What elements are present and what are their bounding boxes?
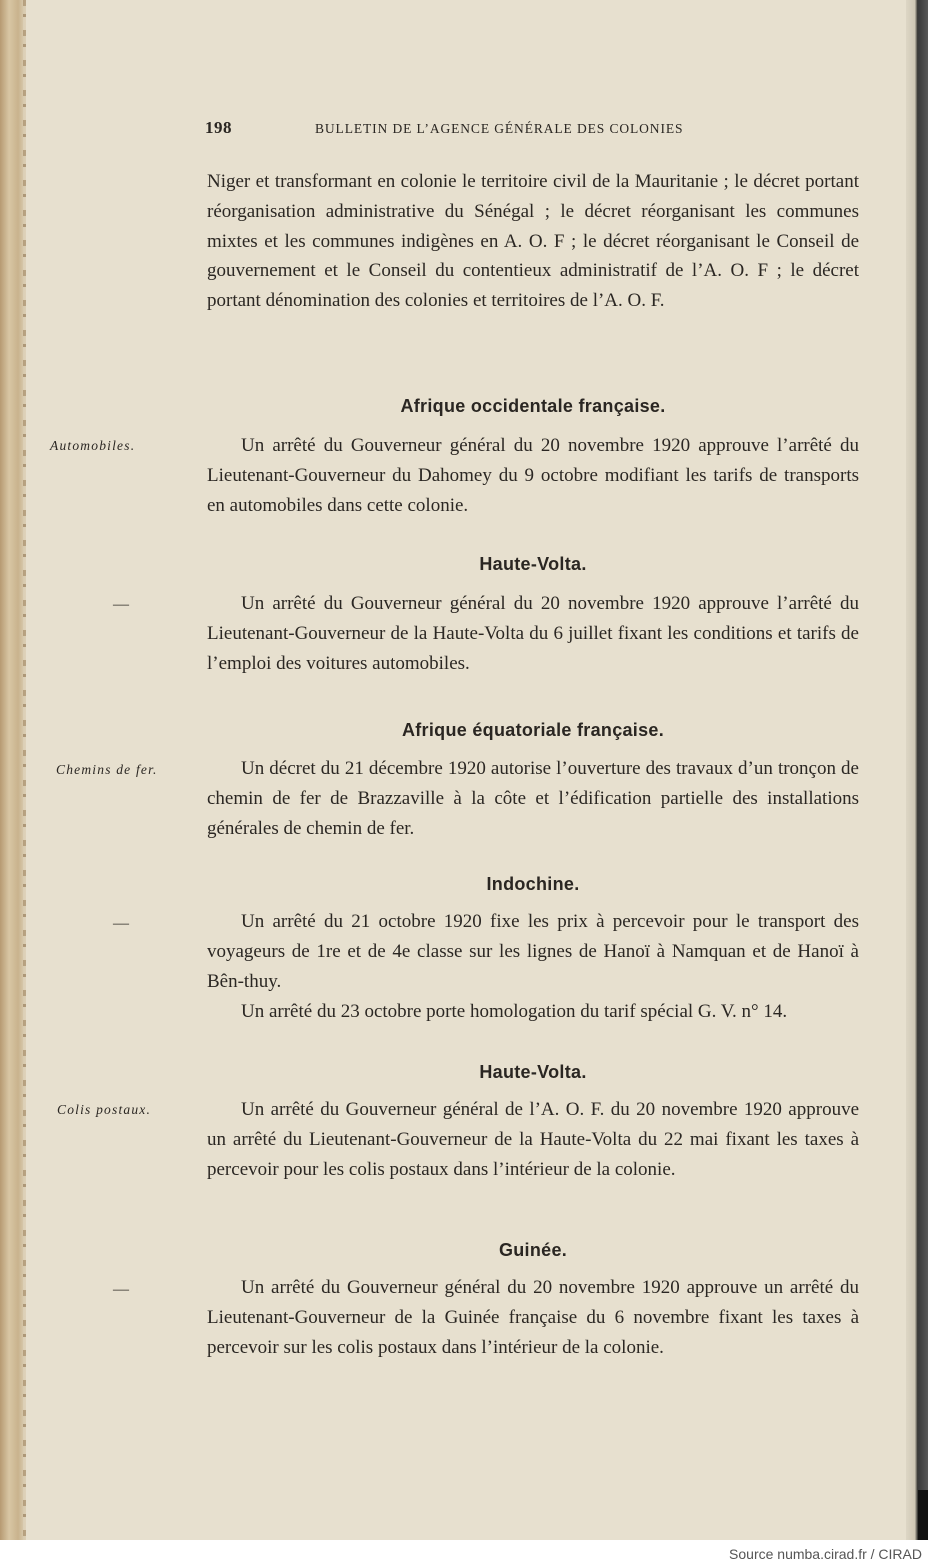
margin-note: Automobiles.: [50, 438, 136, 453]
paragraph: Un arrêté du Gouverneur général du 20 novembre 1920 approuve un arrêté du Lieutenant-Gouverneur de la Guinée française du 6 novembre fixant les taxes à percevoir sur les colis postaux dans l’intérieur de la colonie.: [207, 1277, 859, 1358]
paragraph: Un arrêté du Gouverneur général du 20 novembre 1920 approuve l’arrêté du Lieutenant-Gouverneur du Dahomey du 9 octobre modifiant les tarifs de transports en automobiles dans cette colonie.: [207, 435, 859, 516]
section-heading: Afrique équatoriale française.: [401, 720, 665, 740]
section-paragraphs: [207, 431, 859, 520]
section-heading: Guinée.: [498, 1240, 568, 1260]
book-binding-edge: [0, 0, 26, 1540]
source-credit: Source numba.cirad.fr / CIRAD: [729, 1546, 922, 1562]
section-heading: Afrique occidentale française.: [400, 396, 666, 416]
section-paragraphs: [207, 907, 859, 1027]
paragraph: Un arrêté du Gouverneur général de l’A. O. F. du 20 novembre 1920 approuve un arrêté du Lieutenant-Gouverneur de la Haute-Volta du 22 mai fixant les taxes à percevoir pour les colis postaux dans l’intérieur de la colonie.: [207, 1099, 859, 1180]
margin-dash: —: [113, 915, 129, 932]
section-heading: Indochine.: [486, 874, 580, 894]
intro-paragraph: Niger et transformant en colonie le territoire civil de la Mauritanie ; le décret portant réorganisation administrative du Sénégal ; le décret réorganisant les communes mixtes et les communes indigènes en A. O. F ; le décret réorganisant le Conseil de gouvernement et le Conseil du contentieux administratif de l’A. O. F ; le décret portant dénomination des colonies et territoires de l’A. O. F.: [207, 171, 859, 312]
page-header: [205, 118, 765, 142]
margin-dash: —: [113, 1281, 129, 1298]
section-heading: Haute-Volta.: [479, 554, 587, 574]
section-paragraphs: [207, 1273, 859, 1362]
page-right-edge: [906, 0, 928, 1540]
margin-note: Chemins de fer.: [56, 762, 158, 777]
section-paragraphs: [207, 1095, 859, 1184]
margin-note: Colis postaux.: [57, 1102, 152, 1117]
intro-paragraph-block: [207, 167, 859, 316]
paragraph: Un décret du 21 décembre 1920 autorise l’ouverture des travaux d’un tronçon de chemin de fer de Brazzaville à la côte et l’édification partielle des installations générales de chemin de fer.: [207, 758, 859, 839]
section-paragraphs: [207, 754, 859, 843]
section-paragraphs: [207, 589, 859, 678]
running-title: BULLETIN DE L’AGENCE GÉNÉRALE DES COLONIES: [315, 121, 684, 136]
page-number: 198: [205, 118, 232, 137]
paragraph: Un arrêté du 21 octobre 1920 fixe les prix à percevoir pour le transport des voyageurs de 1re et de 4e classe sur les lignes de Hanoï à Namquan et de Hanoï à Bên-thuy.: [207, 911, 859, 992]
margin-dash: —: [113, 596, 129, 613]
paragraph: Un arrêté du 23 octobre porte homologation du tarif spécial G. V. n° 14.: [241, 1001, 788, 1023]
section-heading: Haute-Volta.: [479, 1062, 587, 1082]
paragraph: Un arrêté du Gouverneur général du 20 novembre 1920 approuve l’arrêté du Lieutenant-Gouverneur de la Haute-Volta du 6 juillet fixant les conditions et tarifs de l’emploi des voitures automobiles.: [207, 593, 859, 674]
